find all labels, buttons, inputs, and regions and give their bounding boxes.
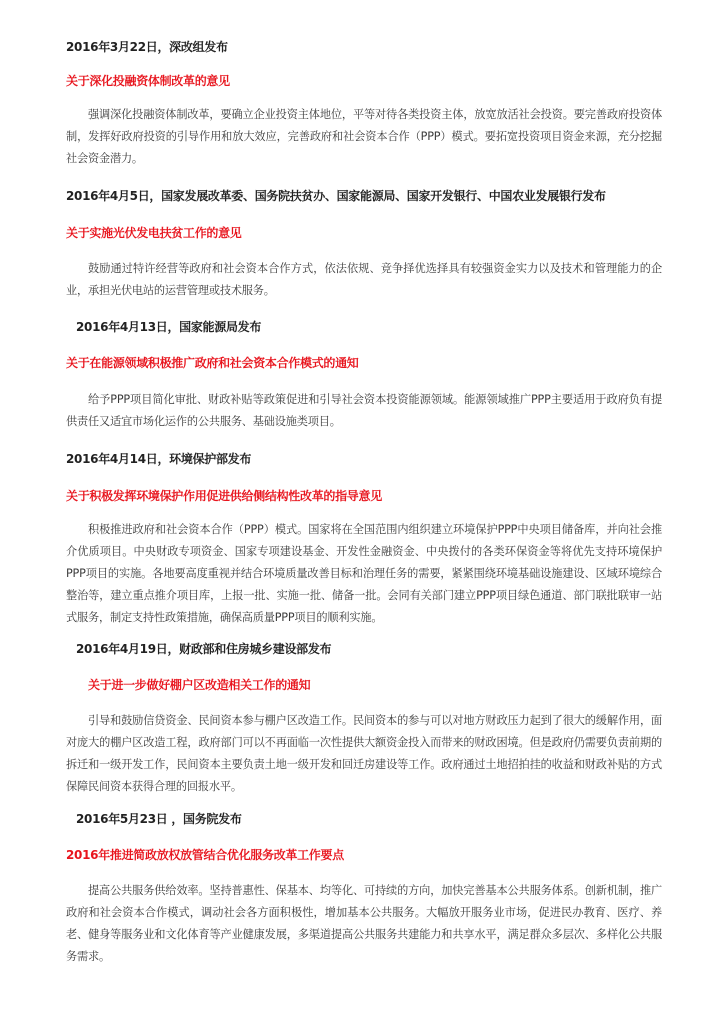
section-2-body: 鼓励通过特许经营等政府和社会资本合作方式，依法依规、竞争择优选择具有较强资金实力以及技术和管理能力的企业，承担光伏电站的运营管理或技术服务。 bbox=[66, 262, 662, 297]
section-4-body: 积极推进政府和社会资本合作（PPP）模式。国家将在全国范围内组织建立环境保护PPP中央项目储备库，并向社会推介优质项目。中央财政专项资金、国家专项建设基金、开发性金融资金、中央拨付的各类环保资金等将优先支持环境保护PPP项目的实施。各地要高度重视并结合环境质量改善目标和治理任务的需要，紧紧围绕环境基础设施建设、区域环境综合整治等，建立重点推介项目库，上报一批、实施一批、储备一批。会同有关部门建立PPP项目绿色通道、部门联批联审一站式服务，制定支持性政策措施，确保高质量PPP项目的顺利实施。 bbox=[66, 523, 662, 624]
section-6-body: 提高公共服务供给效率。坚持普惠性、保基本、均等化、可持续的方向，加快完善基本公共服务体系。创新机制，推广政府和社会资本合作模式，调动社会各方面积极性，增加基本公共服务。大幅放开服务业市场，促进民办教育、医疗、养老、健身等服务业和文化体育等产业健康发展，多渠道提高公共服务共建能力和共享水平，满足群众多层次、多样化公共服务需求。 bbox=[66, 884, 662, 963]
section-2-date: 2016年4月5日，国家发展改革委、国务院扶贫办、国家能源局、国家开发银行、中国农业发展银行发布 bbox=[66, 189, 606, 203]
section-6-date: 2016年5月23日 ，国务院发布 bbox=[76, 812, 242, 826]
section-3-body: 给予PPP项目简化审批、财政补贴等政策促进和引导社会资本投资能源领域。能源领域推广PPP主要适用于政府负有提供责任又适宜市场化运作的公共服务、基础设施类项目。 bbox=[66, 393, 662, 428]
section-4-title: 关于积极发挥环境保护作用促进供给侧结构性改革的指导意见 bbox=[66, 489, 382, 503]
section-1-body: 强调深化投融资体制改革，要确立企业投资主体地位，平等对待各类投资主体，放宽放活社会投资。要完善政府投资体制，发挥好政府投资的引导作用和放大效应，完善政府和社会资本合作（PPP）模式。要拓宽投资项目资金来源，充分挖掘社会资金潜力。 bbox=[66, 108, 662, 165]
section-5-date: 2016年4月19日，财政部和住房城乡建设部发布 bbox=[76, 642, 332, 656]
section-1-date: 2016年3月22日，深改组发布 bbox=[66, 40, 228, 54]
section-1-title: 关于深化投融资体制改革的意见 bbox=[66, 74, 230, 88]
section-5-title: 关于进一步做好棚户区改造相关工作的通知 bbox=[88, 678, 311, 692]
section-5-body: 引导和鼓励信贷资金、民间资本参与棚户区改造工作。民间资本的参与可以对地方财政压力起到了很大的缓解作用，面对庞大的棚户区改造工程，政府部门可以不再面临一次性提供大额资金投入而带来的财政困境。但是政府仍需要负责前期的拆迁和一级开发工作，民间资本主要负责土地一级开发和回迁房建设等工作。政府通过土地招拍挂的收益和财政补贴的方式保障民间资本获得合理的回报水平。 bbox=[66, 714, 662, 793]
section-4-date: 2016年4月14日，环境保护部发布 bbox=[66, 452, 252, 466]
section-3-title: 关于在能源领域积极推广政府和社会资本合作模式的通知 bbox=[66, 356, 359, 370]
section-3-date: 2016年4月13日，国家能源局发布 bbox=[76, 320, 262, 334]
section-2-title: 关于实施光伏发电扶贫工作的意见 bbox=[66, 226, 242, 240]
section-6-title: 2016年推进简政放权放管结合优化服务改革工作要点 bbox=[66, 848, 344, 862]
